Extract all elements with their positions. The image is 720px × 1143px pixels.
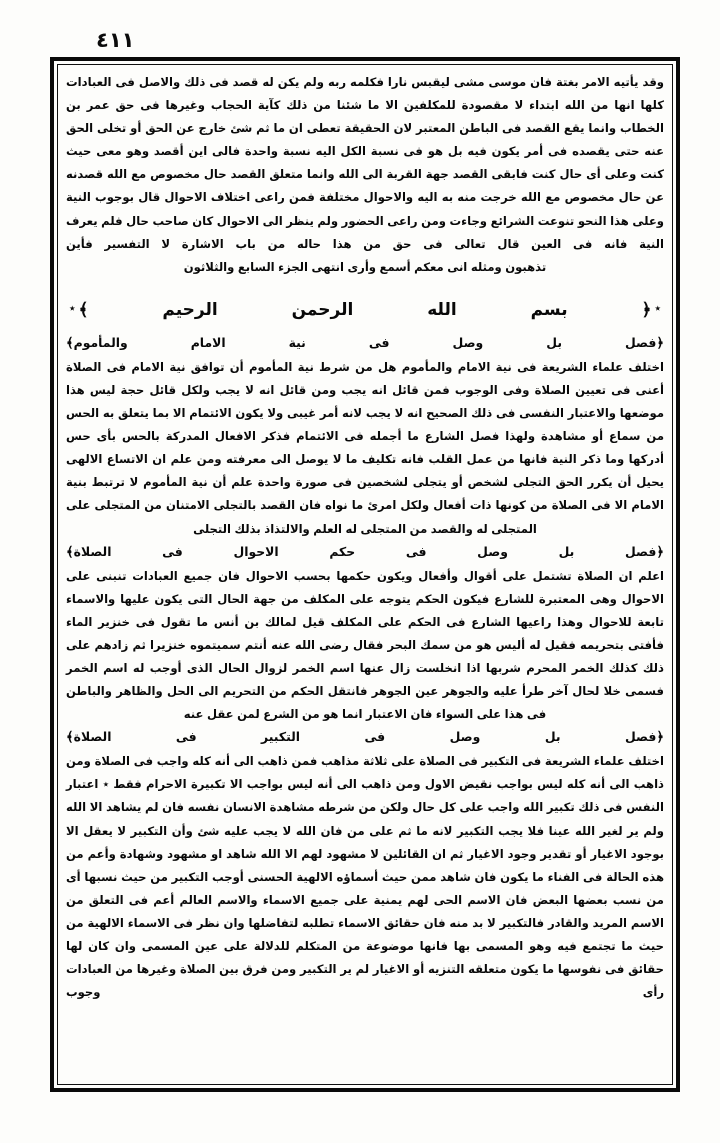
text-block	[66, 71, 664, 1082]
section-heading-2	[66, 541, 664, 564]
heading-bracket-open-2: ﴿	[656, 544, 664, 560]
bracket-close: ﴾	[78, 299, 89, 320]
basmala-text: بسم الله الرحمن الرحيم	[162, 299, 568, 320]
folio-number: ٤١١	[96, 28, 135, 52]
heading-bracket-close-3: ﴾	[66, 730, 74, 746]
section-heading-3	[66, 726, 664, 749]
section-heading-1	[66, 332, 664, 355]
paragraph-continuation: وقد يأتيه الامر بغتة فان موسى مشى ليقبس نارا فكلمه ربه ولم يكن له قصد فى ذلك والاصل فى العبادات كلها انها من الله ابتداء لا مقصودة للمكلفين الا ما شئنا من ذلك كآية الحجاب وغيرها فى حق عمر بن الخطاب وانما يقع القصد فى الباطن المعتبر لان الحقيقة تعطى ان ما ثم شئ خارج عن الحق أو تخلى الحق عنه حتى يقصده فى أمر يكون فيه بل هو فى نسبة الكل اليه نسبة واحدة فالى اين أقصد وهو معى حيث كنت وعلى أى حال كنت فابقى القصد جهة القربة الى الله وانما متعلق القصد حال مخصوص مع الله قصدنه عن حال مخصوص مع الله خرجت منه به اليه والاحوال مختلفة فمن راعى اختلاف الاحوال قال بوجوب النية وعلى هذا النحو تنوعت الشرائع وجاءت ومن راعى الحضور ولم ينظر الى الاحوال كان صاحب حال فلم يعرف النية فانه فى العين قال تعالى فى حق من هذا حاله من باب الاشارة لا التفسير فأين	[66, 75, 664, 251]
heading-bracket-open-3: ﴿	[656, 730, 664, 746]
heading-bracket-close-1: ﴾	[66, 335, 74, 351]
basmala	[66, 288, 664, 330]
paragraph-hukm-al-ahwal: اعلم ان الصلاة تشتمل على أقوال وأفعال ويكون حكمها بحسب الاحوال فان جميع العبادات تنبنى على الاحوال وهى المعتبرة للشارع فيكون الحكم يتوجه على المكلف من جهة الحال التى يكون عليها والاسماء تابعة للاحوال وهذا راعيها الشارع فى الحكم على المكلف قيل لمالك بن أنس ما تقول فى خنزير الماء فأفتى بتحريمه فقيل له أليس هو من سمك البحر فقال رضى الله عنه أنتم سميتموه خنزيرا ثم زادهم على ذلك كذلك الخمر المحرم شربها اذا انخلست زال عنها اسم الخمر لزوال الحال الذى أوجب له اسم الخمر فسمى خلا لحال آخر طرأ عليه والجوهر عين الجوهر فانتقل الحكم من التحريم الى الحل والظاهر والباطن فى هذا على السواء فان الاعتبار انما هو من الشرع لمن عقل عنه	[66, 568, 664, 722]
heading-bracket-open-1: ﴿	[656, 335, 664, 351]
ornament-asterisk-left: ٭	[69, 300, 76, 315]
section-heading-3-label: فصل بل وصل فى التكبير فى الصلاة	[73, 729, 657, 745]
heading-bracket-close-2: ﴾	[66, 544, 74, 560]
ornament-asterisk-right: ٭	[654, 300, 661, 315]
section-heading-2-label: فصل بل وصل فى حكم الاحوال فى الصلاة	[73, 543, 657, 559]
section-heading-1-label: فصل بل وصل فى نية الامام والمأموم	[73, 334, 657, 350]
page-border-frame	[50, 57, 680, 1092]
bracket-open: ﴿	[641, 299, 652, 320]
paragraph-al-takbir: اختلف علماء الشريعة فى التكبير فى الصلاة على ثلاثة مذاهب فمن ذاهب الى أنه كله واجب فى الصلاة ومن ذاهب الى أنه كله ليس بواجب نقيض الاول ومن ذاهب الى أنه ليس بواجب الا تكبيرة الاحرام فقط ٭ اعتبار النفس فى ذلك تكبير الله واجب على كل حال ولكن من شرطه مشاهدة الانسان نفسه فان لم يشاهد الا الله ولم ير لغير الله عينا فلا يجب التكبير لانه ما ثم على من فان الله لا يجب عليه شئ وأن التكبير لا يعقل الا بوجود الاغيار أو تقدير وجود الاغيار ثم ان القائلين لا مشهود لهم الا الله شاهد او مشهود وشهادة وأعم من هذه الحالة فى الفناء ما يكون فان شاهد ممن حيث أسماؤه الالهية الحسنى أوجب التكبير من حيث نسبها أى من نسب بعضها البعض فان الاسم الحى لهم يمنية على جميع الاسماء والاسم العالم أعم فى التعلق من الاسم المريد والقادر فالتكبير لا بد منه فان حقائق الاسماء تطلبه لتفاضلها وان نظر فى الاسماء الالهية من حيث ما تجتمع فيه وهو المسمى بها فانها موضوعة من المتكلم للدلالة على عين المسمى وان كان لها حقائق فى نفوسها ما يكون متعلقه التنزيه أو الاغيار لم ير التكبير ومن فرق بين الصلاة وغيرها من العبادات رأى وجوب	[66, 754, 664, 1000]
part-colophon: تذهبون ومثله انى معكم أسمع وأرى انتهى الجزء السابع والثلاثون	[183, 259, 547, 274]
paragraph-nityyat-al-imam: اختلف علماء الشريعة فى نية الامام والمأموم هل من شرط نية المأموم أن توافق نية الامام فى الصلاة أعنى فى تعيين الصلاة وفى الوجوب فمن قائل انه يجب ومن قائل انه لا يجب ولكل قائل حجة ليس هذا موضعها والاعتبار النفسى فى ذلك الصحيح انه لا يجب لانه أمر غيبى ولا يكون الائتمام الا بما يتعلق به الحس من سماع أو مشاهدة ولهذا فصل الشارع ما أجمله فى الائتمام فذكر الافعال المدركة بالحس بأى حس أدركها وما ذكر النية فانها من عمل القلب فانه تكليف ما لا يوصل الى معرفته ومن علم ان الاتساع الالهى يحيل أن يكرر الحق التجلى لشخص أو يتجلى لشخصين فى صورة واحدة علم أن نية المأموم لا ترتبط بنية الامام الا فى الصلاة من كونها ذات أفعال ولكل امرئ ما نواه فان القصد بالتجلى الامتنان من المتجلى على المتجلى له والقصد من المتجلى له العلم والالتذاذ بذلك التجلى	[66, 359, 664, 536]
